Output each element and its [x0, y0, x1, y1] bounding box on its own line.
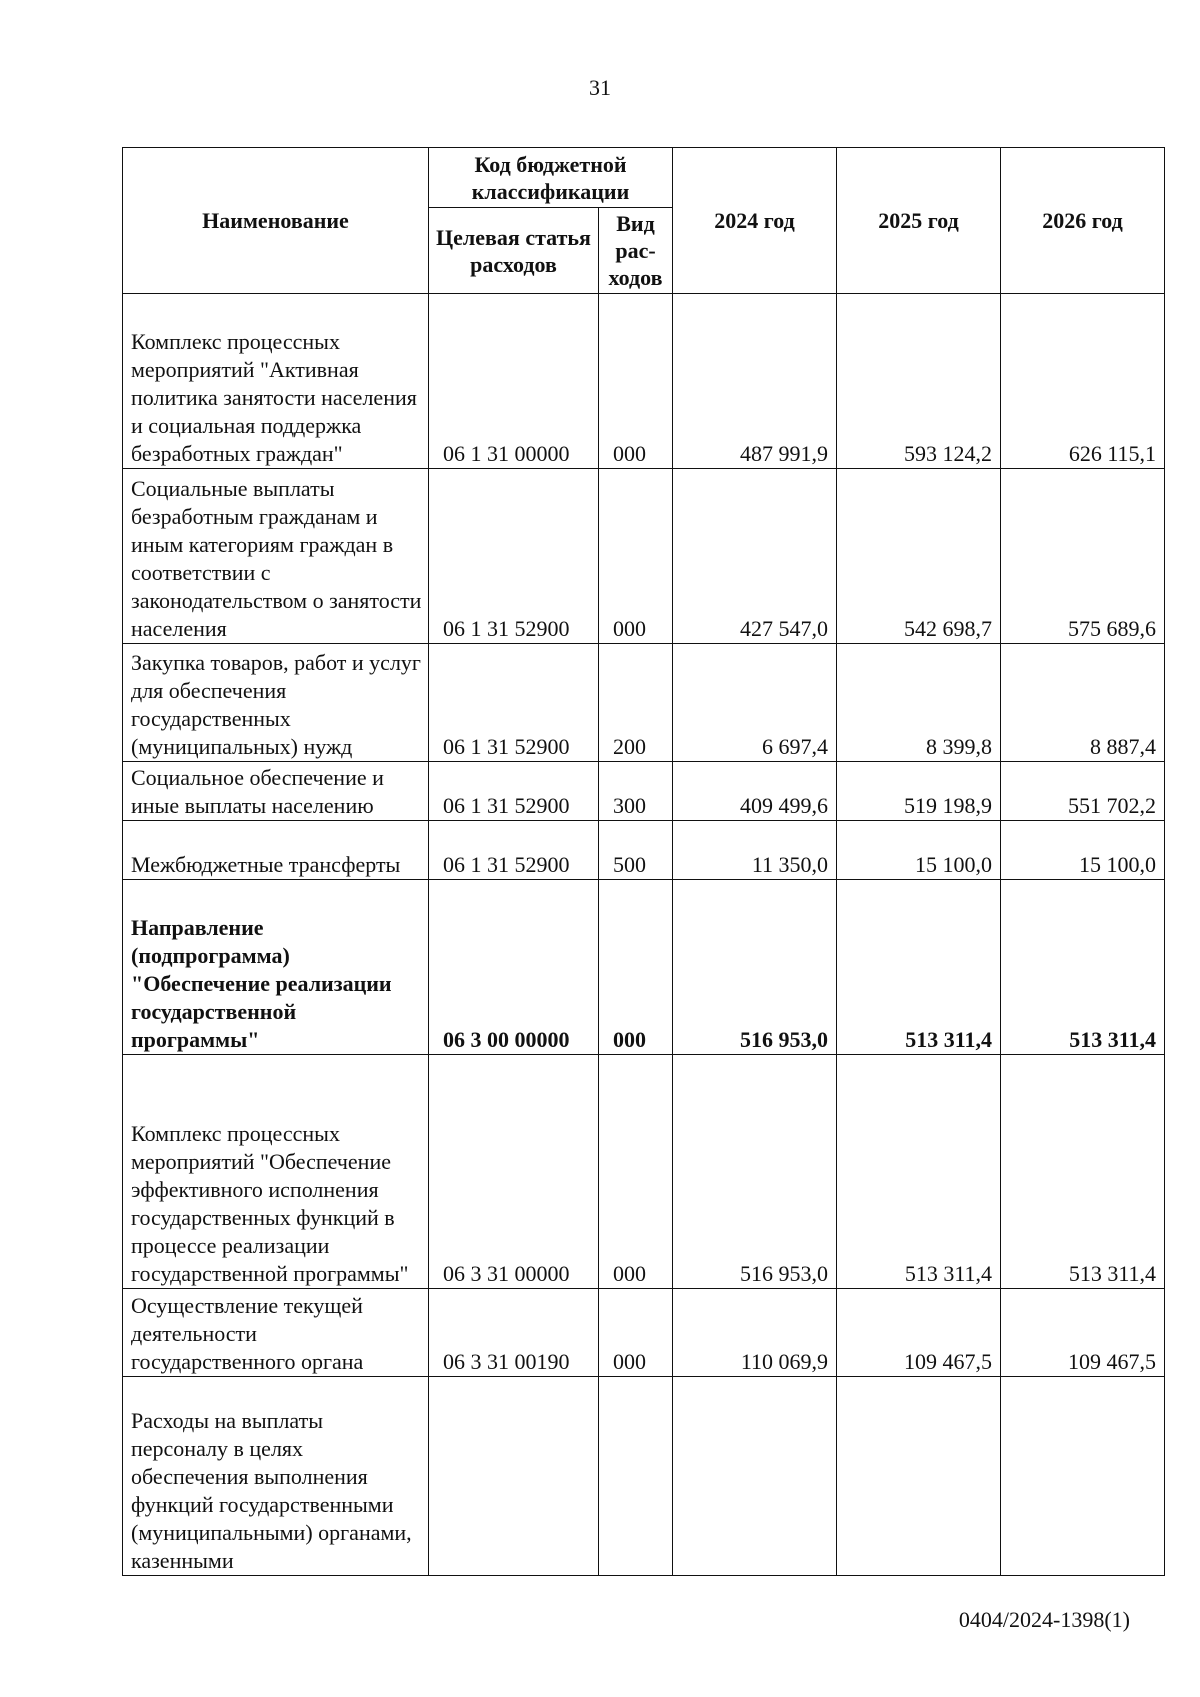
row-target-code: 06 1 31 52900 — [429, 821, 599, 880]
budget-table — [122, 147, 1165, 1576]
row-value-2025 — [837, 1377, 1001, 1576]
table-row — [123, 644, 1165, 762]
row-target-code: 06 1 31 52900 — [429, 469, 599, 644]
row-value-2026: 626 115,1 — [1001, 294, 1165, 469]
row-value-2026: 15 100,0 — [1001, 821, 1165, 880]
header-code-group: Код бюджетной классификации — [429, 148, 673, 208]
table-row — [123, 1377, 1165, 1576]
row-target-code: 06 1 31 52900 — [429, 644, 599, 762]
table-row — [123, 1289, 1165, 1377]
row-value-2024: 427 547,0 — [673, 469, 837, 644]
row-value-2026: 8 887,4 — [1001, 644, 1165, 762]
row-value-2026: 109 467,5 — [1001, 1289, 1165, 1377]
row-value-2025: 513 311,4 — [837, 880, 1001, 1055]
table-row — [123, 1055, 1165, 1289]
row-value-2025: 15 100,0 — [837, 821, 1001, 880]
row-name: Социальное обеспечение и иные выплаты населению — [123, 762, 429, 821]
row-value-2025: 513 311,4 — [837, 1055, 1001, 1289]
row-value-2026: 513 311,4 — [1001, 880, 1165, 1055]
row-name: Комплекс процессных мероприятий "Обеспечение эффективного исполнения государственных функций в процессе реализации государственной программы" — [123, 1055, 429, 1289]
row-name: Осуществление текущей деятельности государственного органа — [123, 1289, 429, 1377]
row-target-code — [429, 1377, 599, 1576]
row-vid-code: 300 — [599, 762, 673, 821]
row-name: Социальные выплаты безработным гражданам и иным категориям граждан в соответствии с законодательством о занятости населения — [123, 469, 429, 644]
row-target-code: 06 3 31 00000 — [429, 1055, 599, 1289]
header-vid: Вид рас-ходов — [599, 208, 673, 294]
row-vid-code — [599, 1377, 673, 1576]
row-value-2025: 109 467,5 — [837, 1289, 1001, 1377]
header-name: Наименование — [123, 148, 429, 294]
row-value-2024: 110 069,9 — [673, 1289, 837, 1377]
row-value-2025: 8 399,8 — [837, 644, 1001, 762]
row-value-2025: 542 698,7 — [837, 469, 1001, 644]
row-value-2025: 593 124,2 — [837, 294, 1001, 469]
table-row — [123, 762, 1165, 821]
row-value-2024 — [673, 1377, 837, 1576]
row-value-2024: 409 499,6 — [673, 762, 837, 821]
row-vid-code: 000 — [599, 1289, 673, 1377]
row-value-2026: 513 311,4 — [1001, 1055, 1165, 1289]
page-number: 31 — [589, 75, 611, 100]
row-vid-code: 200 — [599, 644, 673, 762]
row-vid-code: 000 — [599, 880, 673, 1055]
row-vid-code: 000 — [599, 1055, 673, 1289]
row-target-code: 06 3 31 00190 — [429, 1289, 599, 1377]
row-target-code: 06 3 00 00000 — [429, 880, 599, 1055]
row-name: Расходы на выплаты персоналу в целях обеспечения выполнения функций государственными (муниципальными) органами, казенными — [123, 1377, 429, 1576]
row-value-2024: 516 953,0 — [673, 880, 837, 1055]
row-value-2026 — [1001, 1377, 1165, 1576]
row-value-2024: 516 953,0 — [673, 1055, 837, 1289]
row-value-2024: 6 697,4 — [673, 644, 837, 762]
table-row — [123, 294, 1165, 469]
header-2024: 2024 год — [673, 148, 837, 294]
header-target: Целевая статья расходов — [429, 208, 599, 294]
table-row — [123, 880, 1165, 1055]
header-2026: 2026 год — [1001, 148, 1165, 294]
row-name: Закупка товаров, работ и услуг для обеспечения государственных (муниципальных) нужд — [123, 644, 429, 762]
table-row — [123, 469, 1165, 644]
row-vid-code: 000 — [599, 294, 673, 469]
row-target-code: 06 1 31 52900 — [429, 762, 599, 821]
row-target-code: 06 1 31 00000 — [429, 294, 599, 469]
row-value-2024: 487 991,9 — [673, 294, 837, 469]
row-value-2026: 551 702,2 — [1001, 762, 1165, 821]
row-name: Направление (подпрограмма) "Обеспечение реализации государственной программы" — [123, 880, 429, 1055]
table-row — [123, 821, 1165, 880]
row-value-2024: 11 350,0 — [673, 821, 837, 880]
header-2025: 2025 год — [837, 148, 1001, 294]
document-code: 0404/2024-1398(1) — [958, 1607, 1130, 1632]
row-name: Межбюджетные трансферты — [123, 821, 429, 880]
row-name: Комплекс процессных мероприятий "Активная политика занятости населения и социальная поддержка безработных граждан" — [123, 294, 429, 469]
row-vid-code: 500 — [599, 821, 673, 880]
row-value-2025: 519 198,9 — [837, 762, 1001, 821]
row-value-2026: 575 689,6 — [1001, 469, 1165, 644]
row-vid-code: 000 — [599, 469, 673, 644]
